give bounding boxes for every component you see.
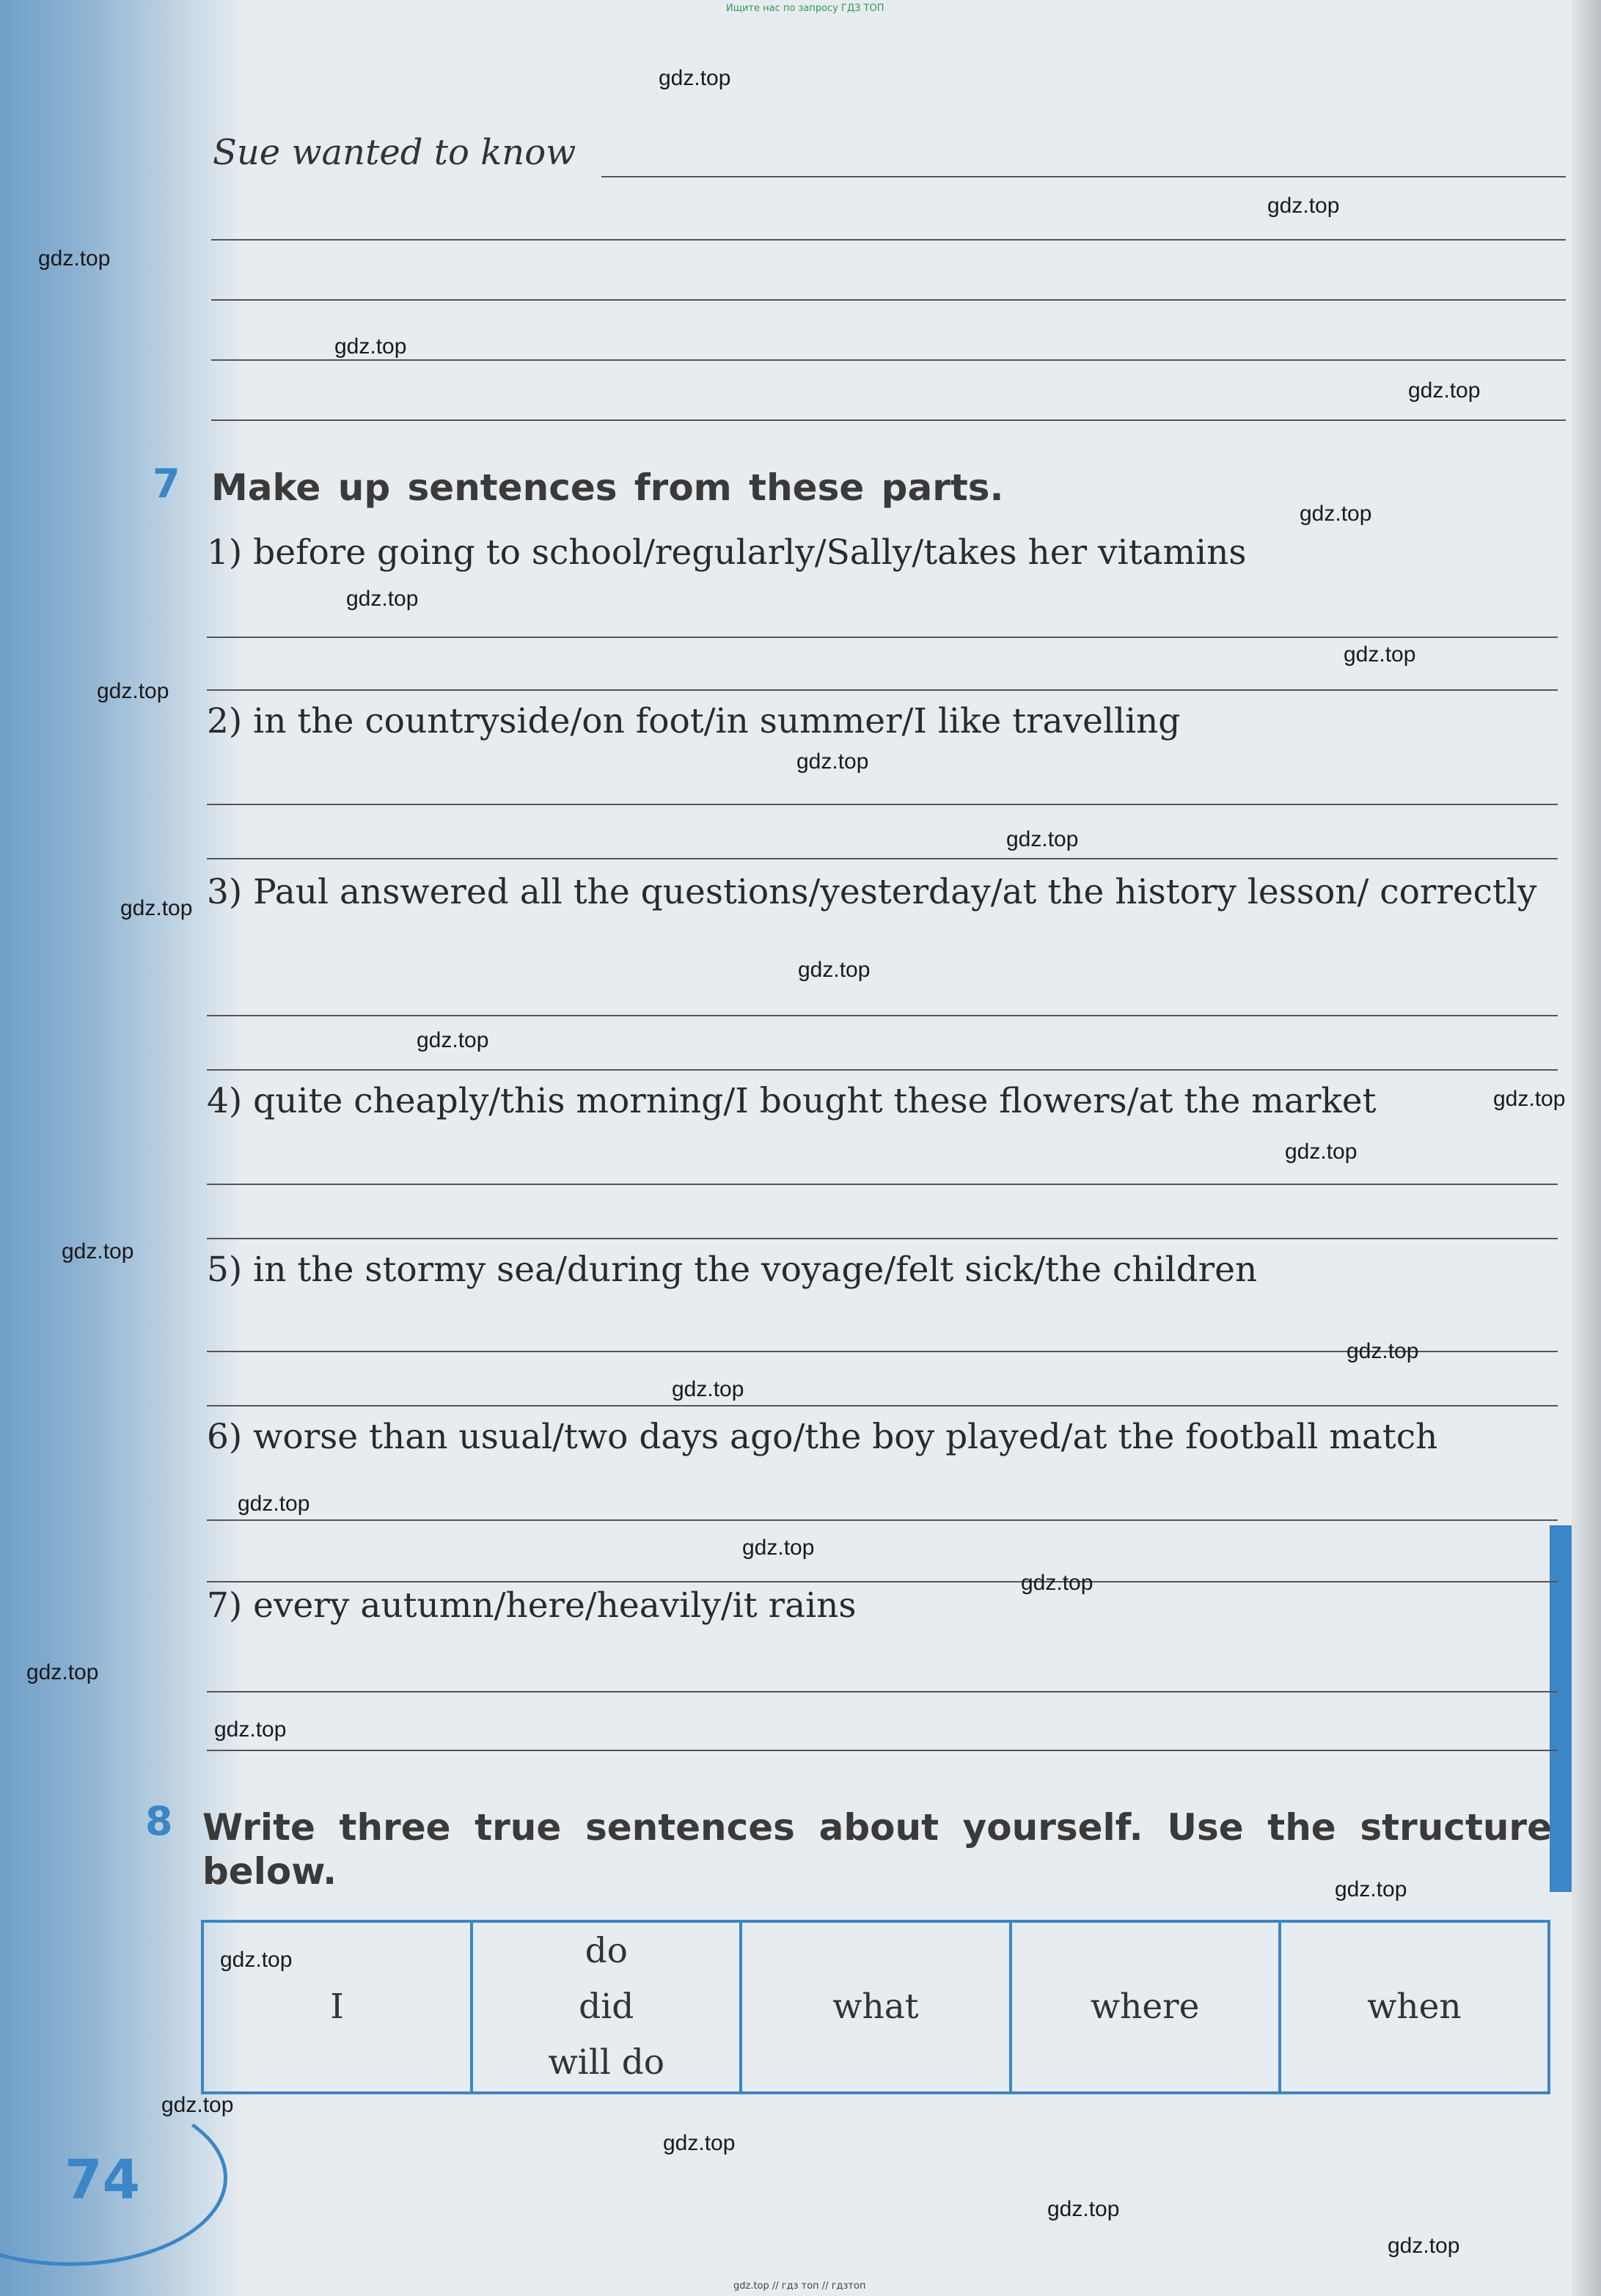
exercise-7-item: 1) before going to school/regularly/Sally/takes her vitamins [207,532,1247,573]
bottom-banner-text: gdz.top // гдз топ // гдзтоп [733,2281,866,2292]
watermark: gdz.top [663,2131,736,2155]
exercise-7-item: 7) every autumn/here/heavily/it rains [207,1585,857,1626]
watermark: gdz.top [214,1717,287,1742]
verb-form: did [579,1987,634,2027]
structure-cell-verb [472,1921,741,2093]
watermark: gdz.top [1347,1339,1419,1363]
exercise-8-number: 8 [145,1798,173,1844]
answer-line [211,359,1566,361]
watermark: gdz.top [417,1028,489,1052]
structure-table-row [202,1921,1549,2093]
answer-line [207,689,1558,691]
exercise-7-item: 5) in the stormy sea/during the voyage/felt sick/the children [207,1250,1258,1290]
watermark: gdz.top [26,1660,99,1684]
structure-cell-what: what [741,1921,1010,2093]
verb-form: do [585,1931,628,1971]
answer-line [207,1015,1558,1016]
answer-line [207,1691,1558,1692]
watermark: gdz.top [1344,642,1416,667]
watermark: gdz.top [1267,194,1340,218]
watermark: gdz.top [346,587,419,611]
watermark: gdz.top [334,334,407,359]
watermark: gdz.top [1047,2197,1120,2221]
page-number: 74 [65,2149,140,2212]
verb-form: will do [548,2042,665,2083]
exercise-7-number: 7 [153,461,180,507]
watermark: gdz.top [742,1536,815,1560]
structure-table [201,1920,1550,2094]
page-right-edge [1572,0,1601,2296]
answer-line [207,1069,1558,1071]
watermark: gdz.top [1335,1877,1407,1901]
exercise-7-title: Make up sentences from these parts. [211,466,1004,509]
exercise-7-item: 3) Paul answered all the questions/yesterday/at the history lesson/ correctly [207,872,1537,912]
watermark: gdz.top [1006,827,1079,851]
answer-line [207,1581,1558,1582]
watermark: gdz.top [62,1239,134,1263]
answer-line [211,299,1566,301]
watermark: gdz.top [1021,1571,1093,1595]
answer-line [207,804,1558,805]
watermark: gdz.top [1388,2234,1460,2258]
lead-sentence-start: Sue wanted to know [213,132,576,173]
structure-cell-when: when [1280,1921,1549,2093]
answer-line [207,1238,1558,1239]
answer-line [207,1405,1558,1406]
watermark: gdz.top [161,2093,234,2117]
exercise-7-item: 2) in the countryside/on foot/in summer/I like travelling [207,701,1181,741]
page-side-tab [1550,1525,1572,1892]
watermark: gdz.top [220,1948,293,1972]
answer-line [211,419,1566,421]
watermark: gdz.top [238,1492,310,1516]
watermark: gdz.top [1300,502,1372,526]
structure-cell-where: where [1011,1921,1280,2093]
exercise-7-item: 4) quite cheaply/this morning/I bought these flowers/at the market [207,1081,1377,1121]
watermark: gdz.top [97,679,169,703]
answer-line [207,1750,1558,1751]
watermark: gdz.top [798,958,871,982]
answer-line [207,1519,1558,1521]
exercise-7-item: 6) worse than usual/two days ago/the boy played/at the football match [207,1417,1438,1457]
watermark: gdz.top [1408,378,1481,403]
watermark: gdz.top [672,1377,744,1401]
watermark: gdz.top [120,896,193,920]
answer-line [207,637,1558,638]
watermark: gdz.top [1285,1140,1358,1164]
watermark: gdz.top [1493,1087,1566,1111]
watermark: gdz.top [38,246,111,271]
exercise-8-title: Write three true sentences about yourself. Use the structure below. [202,1806,1552,1893]
watermark: gdz.top [659,66,731,90]
answer-line [207,858,1558,859]
watermark: gdz.top [796,749,869,774]
answer-line [211,239,1566,241]
top-banner-text: Ищите нас по запросу ГДЗ ТОП [726,3,884,14]
answer-line [207,1184,1558,1185]
answer-line [601,176,1566,177]
structure-cell-subject: I [202,1921,472,2093]
